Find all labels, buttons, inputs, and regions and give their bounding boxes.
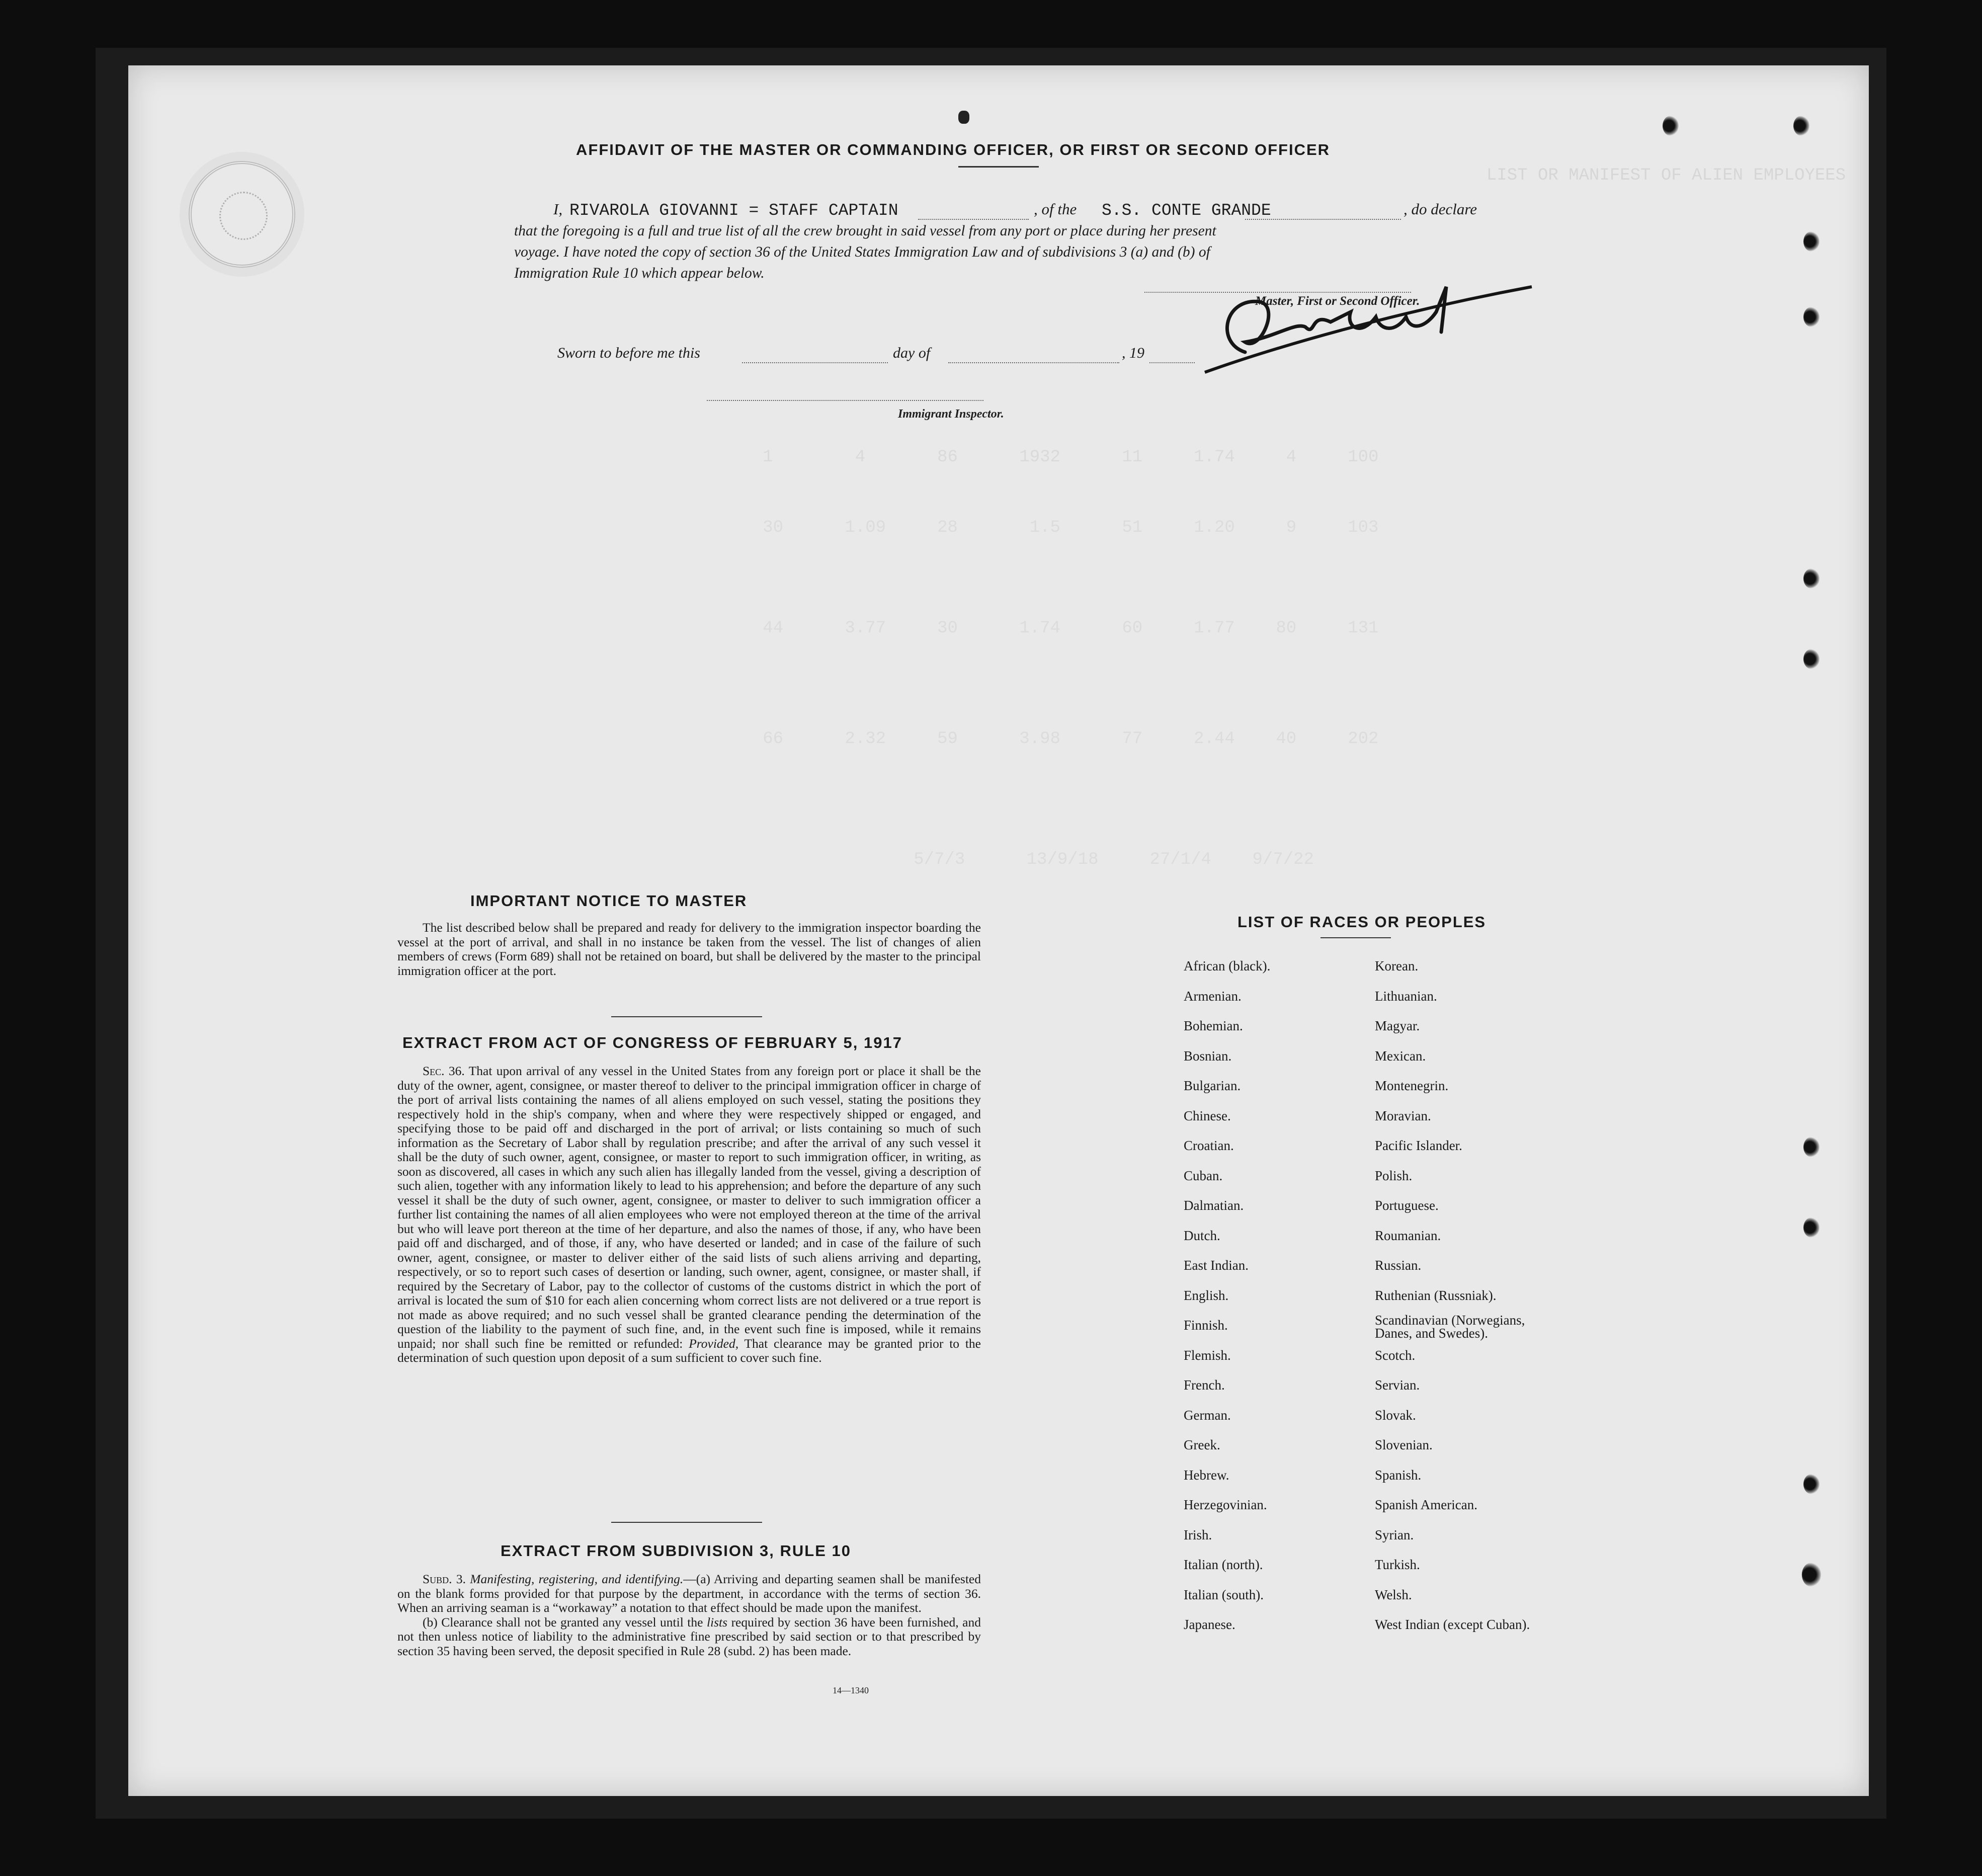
notice-title: IMPORTANT NOTICE TO MASTER [470,892,748,910]
subdivision-b-paragraph [397,1615,981,1659]
sec-label: Sec. [423,1064,445,1078]
race-item: Lithuanian. [1375,988,1437,1004]
extract-rule-title: EXTRACT FROM SUBDIVISION 3, RULE 10 [501,1542,851,1560]
race-item: English. [1184,1287,1229,1303]
race-item: Magyar. [1375,1018,1420,1033]
binder-hole [1803,1474,1820,1494]
extract-act-text [397,1064,981,1365]
affidavit-i: I, [553,200,563,218]
reverse-bleed-through-3: 30 1.09 28 1.5 51 1.20 9 103 [732,518,1379,537]
race-item: Slovak. [1375,1407,1416,1423]
reverse-bleed-through-6: 5/7/3 13/9/18 27/1/4 9/7/22 [883,850,1314,869]
binder-hole [1803,649,1820,669]
race-item: Hebrew. [1184,1467,1229,1483]
document-page [128,65,1869,1796]
race-item: Italian (south). [1184,1587,1264,1602]
affidavit-line-3: voyage. I have noted the copy of section 36 of the United States Immigration Law and of subdivisions 3 (a) and (b) of [514,244,1210,260]
affidavit-line-4: Immigration Rule 10 which appear below. [514,265,765,281]
section-36-paragraph [397,1064,981,1365]
race-item: Herzegovinian. [1184,1497,1267,1512]
race-item: Irish. [1184,1527,1212,1542]
races-list [1184,958,1636,1673]
reverse-bleed-through-4: 44 3.77 30 1.74 60 1.77 80 131 [732,619,1379,638]
inspector-dotline [707,400,983,401]
race-item: Bulgarian. [1184,1078,1241,1093]
binder-hole [1802,1563,1821,1587]
race-item: Armenian. [1184,988,1242,1004]
provided-label: Provided, [689,1336,739,1351]
race-item: Flemish. [1184,1347,1231,1363]
binder-hole [1803,1217,1820,1238]
section-36-text-end: That clearance may be granted prior to the determination of such question upon deposit of a sum sufficient to cover such fine. [397,1336,981,1365]
race-item: Spanish American. [1375,1497,1477,1512]
race-item: Dutch. [1184,1228,1220,1243]
race-item: German. [1184,1407,1231,1423]
vessel-dotline [1245,219,1401,220]
race-item: Chinese. [1184,1108,1231,1123]
subd-label: Subd. [423,1572,452,1586]
binder-hole [1803,231,1820,252]
affidavit-title: AFFIDAVIT OF THE MASTER OR COMMANDING OFFICER, OR FIRST OR SECOND OFFICER [576,141,1331,158]
subd-para-a: —(a) Arriving and departing seamen shall be manifested on the blank forms provided for that purpose by the department, in accordance with the terms of section 36. When an arriving seaman is a “workaway” a notation to that effect should be made upon the manifest. [397,1572,981,1615]
subdivision-a-paragraph [397,1572,981,1615]
reverse-bleed-through-2: 1 4 86 1932 11 1.74 4 100 [732,448,1379,467]
vessel-name-field: S.S. CONTE GRANDE [1102,201,1271,220]
extract-rule-divider [611,1522,762,1523]
signature-caption: Master, First or Second Officer. [1255,294,1420,308]
race-item: Pacific Islander. [1375,1138,1462,1153]
form-number: 14—1340 [833,1685,869,1695]
binder-hole [1803,568,1820,589]
reverse-bleed-through-5: 66 2.32 59 3.98 77 2.44 40 202 [732,729,1379,749]
races-title: LIST OF RACES OR PEOPLES [1237,913,1486,931]
sworn-before-label: Sworn to before me this [557,345,700,361]
race-item: Roumanian. [1375,1228,1441,1243]
notice-rule [611,1016,762,1017]
para-b-lists: lists [706,1614,728,1629]
officer-dotline [918,219,1029,220]
sworn-month-dotline [948,362,1119,363]
race-item: Turkish. [1375,1557,1420,1572]
day-of-label: day of [893,345,931,361]
race-item: East Indian. [1184,1258,1249,1273]
race-item: Servian. [1375,1377,1420,1393]
race-item: Scotch. [1375,1347,1416,1363]
binder-hole [1663,116,1679,136]
race-item: Croatian. [1184,1138,1234,1153]
extract-act-title: EXTRACT FROM ACT OF CONGRESS OF FEBRUARY 5, 1917 [402,1034,902,1051]
binder-hole [1803,1137,1820,1157]
race-item: Moravian. [1375,1108,1431,1123]
race-item: Cuban. [1184,1168,1223,1183]
race-item: Welsh. [1375,1587,1412,1602]
para-b-lead: (b) Clearance shall not be granted any vessel until the [423,1614,703,1629]
race-item: Greek. [1184,1437,1220,1452]
binder-hole [1793,116,1809,136]
race-item: Ruthenian (Russniak). [1375,1287,1497,1303]
race-item: French. [1184,1377,1225,1393]
handwritten-signature [1185,267,1547,377]
section-36-text: 36. That upon arrival of any vessel in the United States from any foreign port or place it shall be the duty of the owner, agent, consignee, or master thereof to deliver to the principal immigration officer in charge of the port of arrival lists containing the names of all aliens employed on such vessel, stating the positions they respectively hold in the ship's company, when and where they were respectively shipped or engaged, and specifying those to be paid off and discharged in the port of arrival; or lists containing so much of such information as the Secretary of Labor shall by regulation prescribe; and after the arrival of any such vessel it shall be the duty of such owner, agent, consignee, or master to report to such immigration officer, in writing, as soon as discovered, all cases in which any such alien has illegally landed from the vessel, giving a description of such alien, together with any information likely to lead to his apprehension; and before the departure of any such vessel it shall be the duty of such owner, agent, consignee, or master to deliver to such immigration officer a further list containing the names of all alien employees who were not employed thereon at the time of the arrival but who will leave port thereon at the time of her departure, and also the names of those, if any, who have been paid off and discharged, and of those, if any, who have deserted or landed; and in case of the failure of such owner, agent, consignee, or master to deliver either of the said lists of such aliens arriving and departing, respectively, or so to report such cases of desertion or landing, such owner, agent, consignee, or master shall, if required by the Secretary of Labor, pay to the collector of customs of the customs district in which the port of arrival is located the sum of $10 for each alien concerning whom correct lists are not delivered or a true report is not made as above required; and no such vessel shall be granted clearance pending the determination of the question of the liability to the payment of such fine, and, in the event such fine is imposed, while it remains unpaid; nor shall such fine be remitted or refunded: [397,1064,981,1351]
inspector-caption: Immigrant Inspector. [898,407,1004,421]
government-seal-stamp [189,161,295,268]
race-item: African (black). [1184,958,1271,973]
race-item: Montenegrin. [1375,1078,1449,1093]
affidavit-of-the: , of the [1034,200,1077,218]
races-rule [1320,937,1391,938]
race-item: Russian. [1375,1258,1422,1273]
race-item: Finnish. [1184,1318,1228,1333]
race-item: Dalmatian. [1184,1198,1244,1213]
binder-hole [1803,307,1820,327]
race-item: Korean. [1375,958,1419,973]
race-item: Polish. [1375,1168,1413,1183]
subd-lead: 3. [456,1572,466,1586]
year-label: , 19 [1122,345,1144,361]
extract-rule-text [397,1572,981,1658]
top-punch-mark [958,111,969,124]
affidavit-line-2: that the foregoing is a full and true list of all the crew brought in said vessel from any port or place during her present [514,223,1216,239]
race-item: Syrian. [1375,1527,1414,1542]
officer-name-field: RIVAROLA GIOVANNI = STAFF CAPTAIN [569,201,898,220]
race-item: Bohemian. [1184,1018,1243,1033]
notice-paragraph: The list described below shall be prepared and ready for delivery to the immigration inspector boarding the vessel at the port of arrival, and shall in no instance be taken from the vessel. The list of changes of alien members of crews (Form 689) shall not be retained on board, but shall be delivered by the master to the principal immigration officer at the port. [397,920,981,978]
reverse-bleed-through: LIST OR MANIFEST OF ALIEN EMPLOYEES [1486,166,1846,185]
affidavit-declare: , do declare [1403,200,1477,218]
notice-text [397,921,981,978]
race-item: West Indian (except Cuban). [1375,1617,1530,1632]
race-item: Japanese. [1184,1617,1235,1632]
sworn-year-dotline [1149,362,1195,363]
sworn-day-dotline [742,362,888,363]
race-item: Mexican. [1375,1048,1426,1064]
race-item: Spanish. [1375,1467,1422,1483]
para-b-rest: required by section 36 have been furnished, and not then unless notice of liability to the administrative fine prescribed by said section or to that prescribed by section 35 having been served, the deposit specified in Rule 28 (subd. 2) has been made. [397,1614,981,1658]
race-item: Portuguese. [1375,1198,1439,1213]
race-item: Slovenian. [1375,1437,1433,1452]
race-item: Scandinavian (Norwegians, Danes, and Swedes). [1375,1313,1525,1341]
race-item: Italian (north). [1184,1557,1263,1572]
subd-heading: Manifesting, registering, and identifying. [470,1572,684,1586]
race-item: Bosnian. [1184,1048,1232,1064]
title-rule [958,166,1039,168]
